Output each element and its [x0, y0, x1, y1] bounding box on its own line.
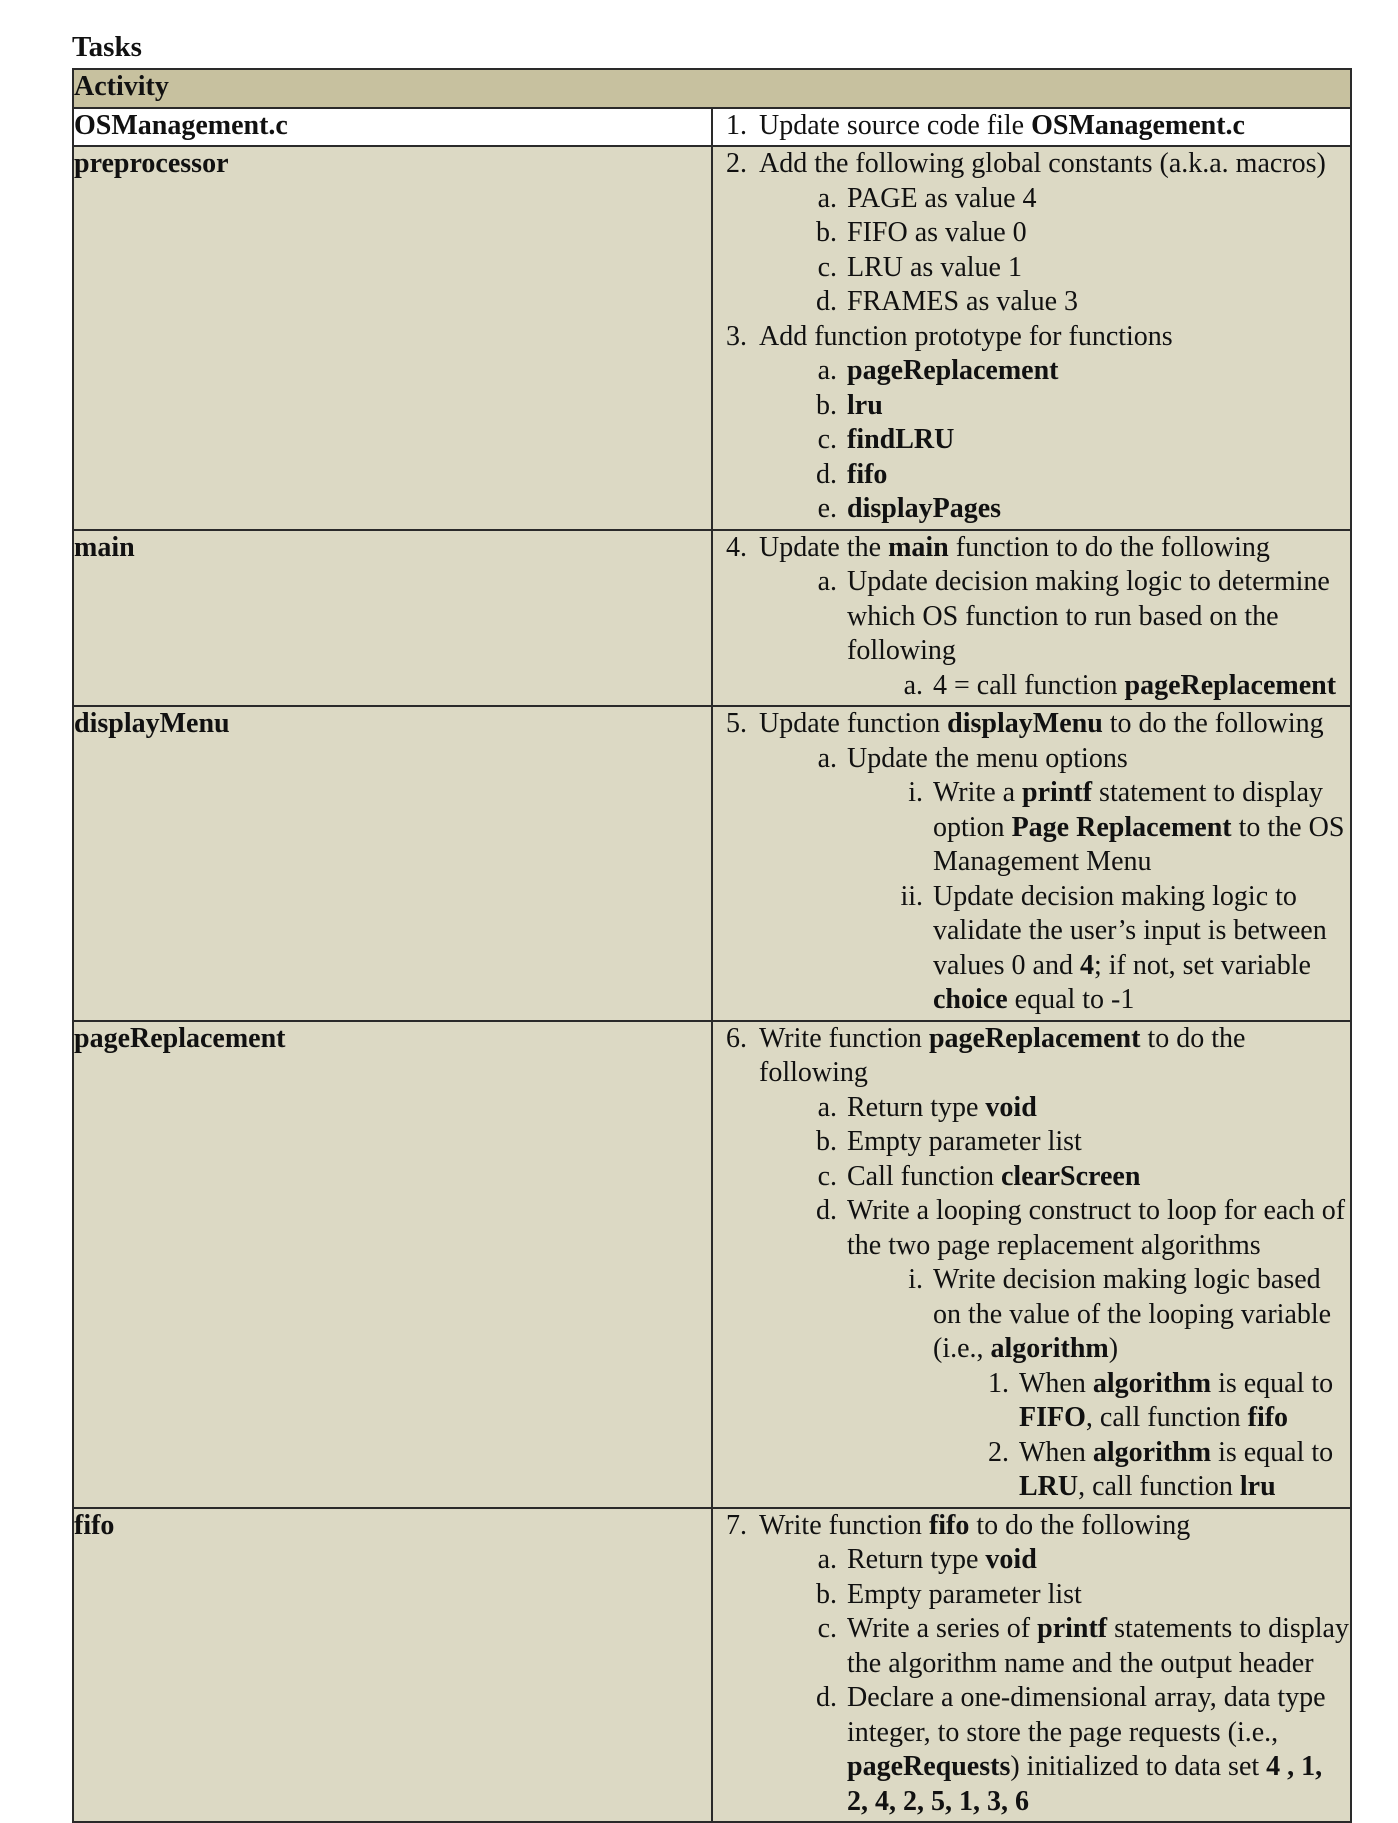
- list-marker: 7.: [726, 1509, 747, 1541]
- bold-term: void: [985, 1544, 1037, 1575]
- list-marker: d.: [816, 1682, 837, 1713]
- tasks-table: [72, 68, 1352, 1823]
- list-item-text: [759, 147, 1350, 182]
- list-marker: c.: [817, 424, 837, 455]
- task-list: [713, 109, 1350, 144]
- text-segment: Return type: [847, 1544, 986, 1575]
- text-segment: FRAMES as value 3: [847, 286, 1078, 317]
- task-content: [712, 108, 1351, 147]
- bold-term: Page Replacement: [1011, 811, 1232, 843]
- list-item-text: [933, 1263, 1350, 1367]
- list-item: [713, 423, 1350, 458]
- table-row: [73, 1021, 1351, 1508]
- activity-label: main: [73, 530, 712, 707]
- list-marker: a.: [817, 355, 837, 386]
- table-row: [73, 146, 1351, 530]
- list-item-text: [933, 880, 1350, 1018]
- bold-term: pageReplacement: [928, 1022, 1141, 1054]
- list-item: [713, 776, 1350, 880]
- list-item-text: [933, 669, 1350, 704]
- bold-term: void: [985, 1091, 1037, 1123]
- list-item: [713, 285, 1350, 320]
- list-item-text: [847, 1543, 1350, 1578]
- bold-term: lru: [1239, 1471, 1276, 1502]
- list-item-text: [847, 742, 1350, 777]
- list-item-text: [847, 1091, 1350, 1126]
- text-segment: is equal to: [1211, 1367, 1334, 1399]
- list-item: [713, 1022, 1350, 1091]
- bold-term: pageRequests: [847, 1751, 1011, 1782]
- list-item: [713, 320, 1350, 355]
- list-item: [713, 458, 1350, 493]
- task-list: [713, 1022, 1350, 1505]
- text-segment: FIFO as value 0: [847, 217, 1027, 248]
- list-marker: ii.: [900, 880, 923, 912]
- bold-term: 4 , 1, 2, 4, 2, 5, 1, 3, 6: [847, 1751, 1323, 1817]
- list-item: [713, 147, 1350, 182]
- bold-term: displayMenu: [947, 708, 1103, 739]
- list-item-text: [1019, 1436, 1350, 1505]
- tasks-table-body: [73, 108, 1351, 1823]
- list-item-text: [759, 1509, 1350, 1544]
- text-segment: Empty parameter list: [847, 1578, 1082, 1610]
- bold-term: pageReplacement: [1124, 669, 1337, 701]
- bold-term: fifo: [928, 1509, 970, 1541]
- list-item: [713, 216, 1350, 251]
- list-item: [713, 1367, 1350, 1436]
- task-content: [712, 706, 1351, 1021]
- activity-label: displayMenu: [73, 706, 712, 1021]
- text-segment: Update source code file: [759, 109, 1032, 141]
- activity-label: preprocessor: [73, 146, 712, 530]
- text-segment: When: [1019, 1367, 1093, 1399]
- bold-term: findLRU: [847, 424, 955, 455]
- list-item-text: [847, 1160, 1350, 1195]
- list-item-text: [847, 251, 1350, 286]
- text-segment: Add function prototype for functions: [759, 320, 1173, 352]
- text-segment: Write a: [933, 777, 1023, 808]
- text-segment: When: [1019, 1436, 1093, 1468]
- list-item-text: [759, 1022, 1350, 1091]
- table-row: [73, 706, 1351, 1021]
- bold-term: choice: [933, 984, 1008, 1015]
- list-item: [713, 1125, 1350, 1160]
- list-marker: 6.: [726, 1022, 747, 1054]
- list-marker: i.: [908, 1264, 923, 1295]
- list-marker: a.: [817, 182, 837, 214]
- list-item: [713, 1194, 1350, 1263]
- list-marker: b.: [816, 1578, 837, 1610]
- list-marker: 3.: [726, 320, 747, 352]
- table-row: [73, 530, 1351, 707]
- list-marker: c.: [817, 1613, 837, 1644]
- list-marker: a.: [817, 566, 837, 597]
- text-segment: Update function: [759, 708, 948, 739]
- bold-term: fifo: [847, 458, 888, 490]
- text-segment: Write a looping construct to loop for each of the two page replacement algorithms: [847, 1195, 1346, 1261]
- bold-term: OSManagement.c: [1031, 109, 1245, 141]
- list-item-text: [933, 776, 1350, 880]
- text-segment: statements to display the algorithm name and the output header: [847, 1613, 1349, 1679]
- text-segment: LRU as value 1: [847, 251, 1022, 283]
- list-item-text: [847, 1125, 1350, 1160]
- task-list: [713, 707, 1350, 1018]
- activity-label: pageReplacement: [73, 1021, 712, 1508]
- list-item: [713, 1681, 1350, 1819]
- page-title: Tasks: [72, 31, 142, 63]
- text-segment: 4 = call function: [933, 669, 1125, 701]
- bold-term: printf: [1022, 777, 1093, 808]
- bold-term: printf: [1037, 1613, 1108, 1644]
- list-item: [713, 1263, 1350, 1367]
- list-item: [713, 742, 1350, 777]
- bold-term: algorithm: [990, 1333, 1109, 1364]
- list-item-text: [847, 565, 1350, 669]
- text-segment: Update the menu options: [847, 742, 1128, 774]
- list-item: [713, 531, 1350, 566]
- list-marker: b.: [816, 389, 837, 421]
- list-item: [713, 1160, 1350, 1195]
- text-segment: Return type: [847, 1091, 986, 1123]
- text-segment: , call function: [1085, 1402, 1248, 1433]
- text-segment: Write function: [759, 1022, 929, 1054]
- list-item: [713, 707, 1350, 742]
- list-marker: 2.: [988, 1436, 1009, 1468]
- list-marker: d.: [816, 286, 837, 317]
- list-item: [713, 1509, 1350, 1544]
- text-segment: to do the following: [969, 1509, 1191, 1541]
- list-item-text: [759, 531, 1350, 566]
- list-marker: b.: [816, 217, 837, 248]
- text-segment: Call function: [847, 1160, 1001, 1192]
- list-marker: a.: [817, 1091, 837, 1123]
- list-item-text: [847, 1681, 1350, 1819]
- list-item-text: [759, 707, 1350, 742]
- list-item-text: [847, 1612, 1350, 1681]
- list-item: [713, 109, 1350, 144]
- text-segment: ; if not, set variable: [1093, 949, 1311, 981]
- list-item-text: [847, 389, 1350, 424]
- text-segment: to do the following: [759, 1022, 1246, 1088]
- list-item-text: [847, 216, 1350, 251]
- list-marker: 2.: [726, 148, 747, 179]
- text-segment: equal to -1: [1007, 984, 1135, 1015]
- task-content: [712, 146, 1351, 530]
- list-item-text: [847, 1578, 1350, 1613]
- task-list: [713, 531, 1350, 704]
- list-item-text: [759, 109, 1350, 144]
- bold-term: clearScreen: [1000, 1160, 1141, 1192]
- list-item: [713, 1436, 1350, 1505]
- list-item: [713, 1612, 1350, 1681]
- list-item: [713, 1578, 1350, 1613]
- text-segment: , call function: [1078, 1471, 1240, 1502]
- list-item-text: [847, 182, 1350, 217]
- task-content: [712, 1021, 1351, 1508]
- task-content: [712, 530, 1351, 707]
- text-segment: Add the following global constants (a.k.a. macros): [759, 148, 1326, 179]
- list-marker: e.: [817, 493, 837, 524]
- list-item: [713, 669, 1350, 704]
- task-content: [712, 1508, 1351, 1823]
- table-row: [73, 1508, 1351, 1823]
- bold-term: lru: [847, 389, 883, 421]
- list-item-text: [847, 492, 1350, 527]
- list-item-text: [847, 285, 1350, 320]
- list-item: [713, 389, 1350, 424]
- text-segment: is equal to: [1211, 1436, 1334, 1468]
- list-marker: 5.: [726, 708, 747, 739]
- bold-term: main: [888, 531, 949, 563]
- list-item-text: [847, 1194, 1350, 1263]
- list-item: [713, 182, 1350, 217]
- bold-term: fifo: [1247, 1402, 1289, 1433]
- list-item-text: [759, 320, 1350, 355]
- bold-term: FIFO: [1019, 1402, 1086, 1433]
- list-item: [713, 1543, 1350, 1578]
- text-segment: Empty parameter list: [847, 1126, 1082, 1157]
- bold-term: pageReplacement: [847, 355, 1059, 386]
- table-row: [73, 108, 1351, 147]
- text-segment: ): [1108, 1333, 1119, 1364]
- list-marker: 1.: [726, 109, 747, 141]
- list-item: [713, 251, 1350, 286]
- activity-label: fifo: [73, 1508, 712, 1823]
- text-segment: Write decision making logic based on the value of the looping variable (i.e.,: [933, 1264, 1332, 1364]
- text-segment: function to do the following: [948, 531, 1270, 563]
- text-segment: Update decision making logic to determine which OS function to run based on the following: [847, 566, 1330, 666]
- bold-term: 4: [1079, 949, 1094, 981]
- text-segment: Update decision making logic to validate the user’s input is between values 0 and: [933, 880, 1327, 981]
- text-segment: Write function: [759, 1509, 929, 1541]
- text-segment: ) initialized to data set: [1010, 1751, 1267, 1782]
- list-marker: a.: [903, 669, 923, 701]
- task-list: [713, 147, 1350, 527]
- list-marker: c.: [817, 1160, 837, 1192]
- text-segment: Write a series of: [847, 1613, 1038, 1644]
- activity-header: Activity: [73, 69, 1351, 108]
- list-marker: 4.: [726, 531, 747, 563]
- text-segment: to the OS Management Menu: [933, 811, 1345, 877]
- list-item-text: [1019, 1367, 1350, 1436]
- bold-term: algorithm: [1092, 1367, 1212, 1399]
- list-item-text: [847, 458, 1350, 493]
- task-list: [713, 1509, 1350, 1820]
- text-segment: statement to display option: [933, 777, 1324, 843]
- list-item: [713, 565, 1350, 669]
- list-item: [713, 1091, 1350, 1126]
- list-item-text: [847, 354, 1350, 389]
- text-segment: PAGE as value 4: [847, 182, 1037, 214]
- list-marker: 1.: [988, 1367, 1009, 1399]
- bold-term: algorithm: [1092, 1436, 1212, 1468]
- list-marker: b.: [816, 1126, 837, 1157]
- bold-term: LRU: [1019, 1471, 1079, 1502]
- text-segment: to do the following: [1102, 708, 1324, 739]
- list-marker: a.: [817, 742, 837, 774]
- list-item: [713, 880, 1350, 1018]
- activity-label: OSManagement.c: [73, 108, 712, 147]
- text-segment: Update the: [759, 531, 889, 563]
- list-item: [713, 492, 1350, 527]
- bold-term: displayPages: [847, 493, 1002, 524]
- list-marker: a.: [817, 1544, 837, 1575]
- list-item: [713, 354, 1350, 389]
- list-marker: d.: [816, 458, 837, 490]
- list-item-text: [847, 423, 1350, 458]
- list-marker: c.: [817, 251, 837, 283]
- text-segment: Declare a one-dimensional array, data type integer, to store the page requests (i.e.,: [847, 1682, 1326, 1748]
- list-marker: i.: [908, 777, 923, 808]
- list-marker: d.: [816, 1195, 837, 1226]
